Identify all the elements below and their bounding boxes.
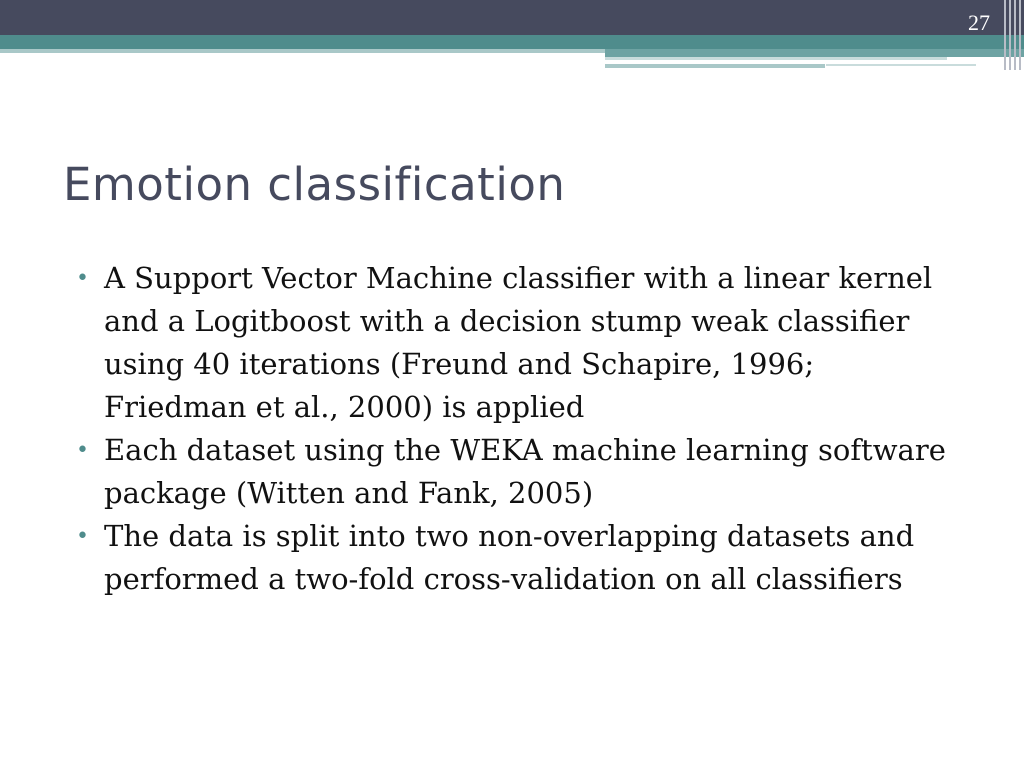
decor-stripe [1019, 0, 1021, 70]
bullet-item [72, 515, 962, 601]
bullet-icon: • [76, 524, 89, 549]
header-bar [0, 0, 1024, 35]
bullet-text: Each dataset using the WEKA machine learning software package (Witten and Fank, 2005) [104, 433, 946, 510]
bullet-icon: • [76, 438, 89, 463]
header-decor-stripes [1004, 0, 1024, 70]
decor-stripe [1014, 0, 1016, 70]
bullet-list [72, 257, 962, 601]
bullet-item [72, 257, 962, 429]
bullet-icon: • [76, 266, 89, 291]
bullet-text: A Support Vector Machine classifier with a linear kernel and a Logitboost with a decision stump weak classifier using 40 iterations (Freund and Schapire, 1996; Friedman et al., 2000) is applied [104, 261, 933, 424]
slide-number: 27 [968, 10, 990, 35]
bullet-item [72, 429, 962, 515]
header-decor-line [605, 64, 825, 68]
decor-stripe [1009, 0, 1011, 70]
bullet-text: The data is split into two non-overlapping datasets and performed a two-fold cross-validation on all classifiers [104, 519, 915, 596]
slide-title: Emotion classification [63, 158, 566, 211]
header-decor-line [826, 64, 976, 66]
decor-stripe [1004, 0, 1006, 70]
header-accent-band [0, 35, 1024, 49]
header-decor-line [605, 57, 947, 60]
header-decor-line [605, 49, 1024, 57]
header-accent-line [0, 49, 605, 53]
